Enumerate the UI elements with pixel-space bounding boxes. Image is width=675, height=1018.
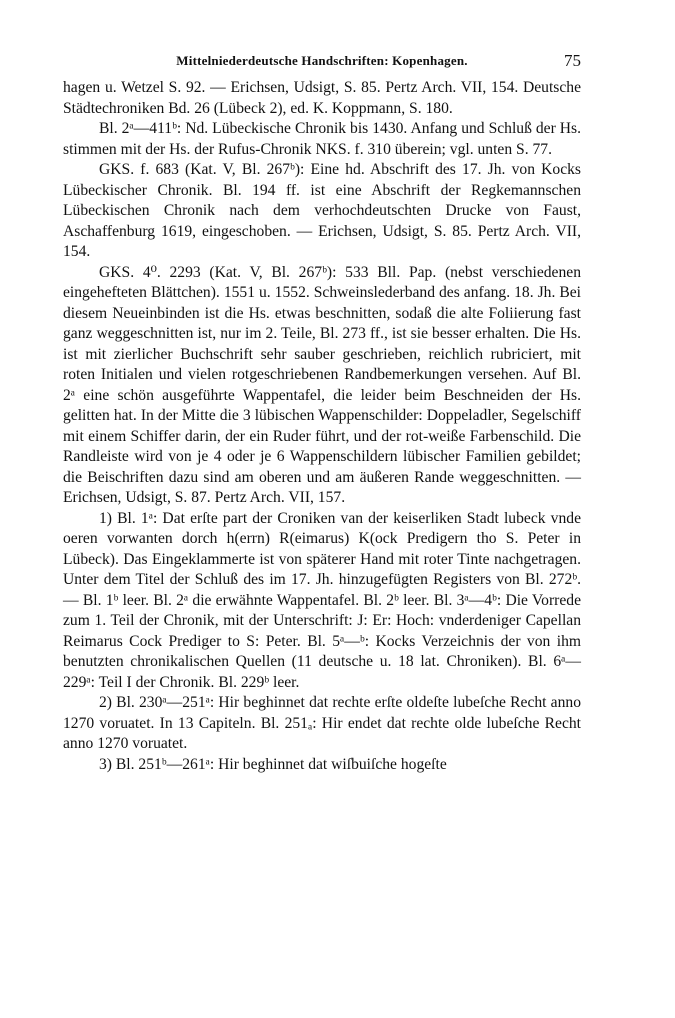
body-text: [63, 78, 581, 775]
paragraph-entry-bl-2a: Bl. 2ᵃ—411ᵇ: Nd. Lübeckische Chronik bis 1430. Anfang und Schluß der Hs. stimmen mit der Hs. der Rufus-Chronik NKS. f. 310 überein; vgl. unten S. 77.: [63, 120, 581, 158]
paragraph-gks-4-2293: GKS. 4⁰. 2293 (Kat. V, Bl. 267ᵇ): 533 Bll. Pap. (nebst verschiedenen eingehefteten Blättchen). 1551 u. 1552. Schweinslederband des anfang. 18. Jh. Bei diesem Neueinbinden ist die Hs. etwas beschnitten, sodaß die alte Foliierung fast ganz weggeschnitten ist, nur im 2. Teile, Bl. 273 ff., ist sie besser erhalten. Die Hs. ist mit zierlicher Buchschrift sehr sauber geschrieben, reichlich rubriciert, mit roten Initialen und vielen rotgeschriebenen Randbemerkungen versehen. Auf Bl. 2ᵃ eine schön ausgeführte Wappentafel, die leider beim Beschneiden der Hs. gelitten hat. In der Mitte die 3 lübischen Wappenschilder: Doppeladler, Segelschiff mit einem Schiffer darin, der ein Ruder führt, und der rot-weiße Farbenschild. Die Randleiste wird von je 4 oder je 6 Wappenschildern lübischer Familien gebildet; die Beischriften dazu sind am oberen und am äußeren Rande weggeschnitten. — Erichsen, Udsigt, S. 87. Pertz Arch. VII, 157.: [63, 263, 581, 506]
running-title: Mittelniederdeutsche Handschriften: Kopenhagen.: [176, 53, 468, 68]
paragraph-item-1: 1) Bl. 1ᵃ: Dat erſte part der Croniken van der keiserliken Stadt lubeck vnde oeren vorwanten dorch h(errn) R(eimarus) K(ock Predigern tho S. Peter in Lübeck). Das Eingeklammerte ist von späterer Hand mit roter Tinte nachgetragen. Unter dem Titel der Schluß des im 17. Jh. hinzugefügten Registers von Bl. 272ᵇ. — Bl. 1ᵇ leer. Bl. 2ᵃ die erwähnte Wappentafel. Bl. 2ᵇ leer. Bl. 3ᵃ—4ᵇ: Die Vorrede zum 1. Teil der Chronik, mit der Unterschrift: J: Er: Hoch: vnderdeniger Capellan Reimarus Cock Prediger to S: Peter. Bl. 5ᵃ—ᵇ: Kocks Verzeichnis der von ihm benutzten chronikalischen Quellen (11 deutsche u. 18 lat. Chroniken). Bl. 6ᵃ—229ᵃ: Teil I der Chronik. Bl. 229ᵇ leer.: [63, 509, 581, 691]
paragraph-item-2: 2) Bl. 230ᵃ—251ᵃ: Hir beghinnet dat rechte erſte oldeſte lubeſche Recht anno 1270 voruatet. In 13 Capiteln. Bl. 251ₐ: Hir endet dat rechte olde lubeſche Recht anno 1270 voruatet.: [63, 694, 581, 752]
paragraph-gks-f-683: GKS. f. 683 (Kat. V, Bl. 267ᵇ): Eine hd. Abschrift des 17. Jh. von Kocks Lübeckischer Chronik. Bl. 194 ff. ist eine Abschrift der Regkemannschen Lübeckischen Chronik nach dem verhochdeutschten Drucke von Faust, Aschaffenburg 1619, eingeschoben. — Erichsen, Udsigt, S. 85. Pertz Arch. VII, 154.: [63, 161, 581, 260]
paragraph-continuation: hagen u. Wetzel S. 92. — Erichsen, Udsigt, S. 85. Pertz Arch. VII, 154. Deutsche Städtechroniken Bd. 26 (Lübeck 2), ed. K. Koppmann, S. 180.: [63, 79, 581, 117]
paragraph-item-3: 3) Bl. 251ᵇ—261ᵃ: Hir beghinnet dat wiſbuiſche hogeſte: [99, 755, 447, 773]
page-header: [63, 51, 581, 73]
page-number: 75: [564, 51, 581, 70]
